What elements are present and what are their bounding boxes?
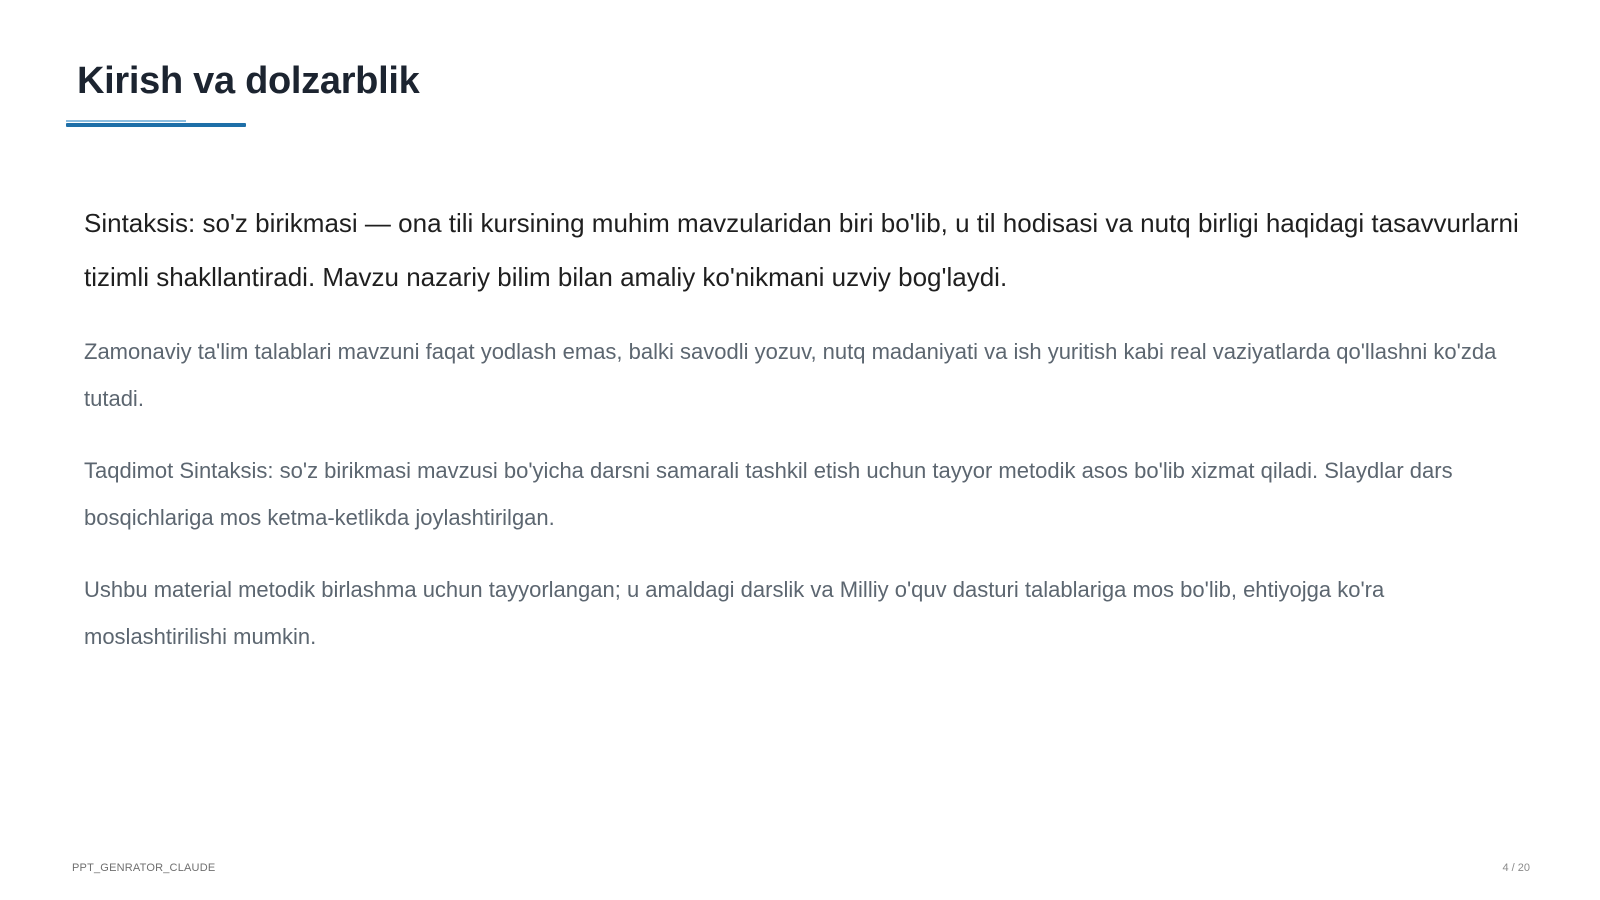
body-paragraph-3: Ushbu material metodik birlashma uchun tayyorlangan; u amaldagi darslik va Milliy o'quv dasturi talablariga mos bo'lib, ehtiyojga ko'ra moslashtirilishi mumkin.: [84, 577, 1385, 649]
slide-title: Kirish va dolzarblik: [77, 60, 420, 102]
lead-paragraph: Sintaksis: so'z birikmasi — ona tili kursining muhim mavzularidan biri bo'lib, u til hodisasi va nutq birligi haqidagi tasavvurlarni tizimli shakllantiradi. Mavzu nazariy bilim bilan amaliy ko'nikmani uzviy bog'laydi.: [84, 208, 1519, 292]
title-underline: [66, 123, 246, 127]
page-number: 4 / 20: [1502, 862, 1530, 874]
slide-content: [84, 196, 1524, 685]
body-paragraph-2: Taqdimot Sintaksis: so'z birikmasi mavzusi bo'yicha darsni samarali tashkil etish uchun tayyor metodik asos bo'lib xizmat qiladi. Slaydlar dars bosqichlariga mos ketma-ketlikda joylashtirilgan.: [84, 458, 1453, 530]
footer-brand: PPT_GENRATOR_CLAUDE: [72, 862, 216, 874]
body-paragraph-1: Zamonaviy ta'lim talablari mavzuni faqat yodlash emas, balki savodli yozuv, nutq madaniyati va ish yuritish kabi real vaziyatlarda qo'llashni ko'zda tutadi.: [84, 339, 1497, 411]
